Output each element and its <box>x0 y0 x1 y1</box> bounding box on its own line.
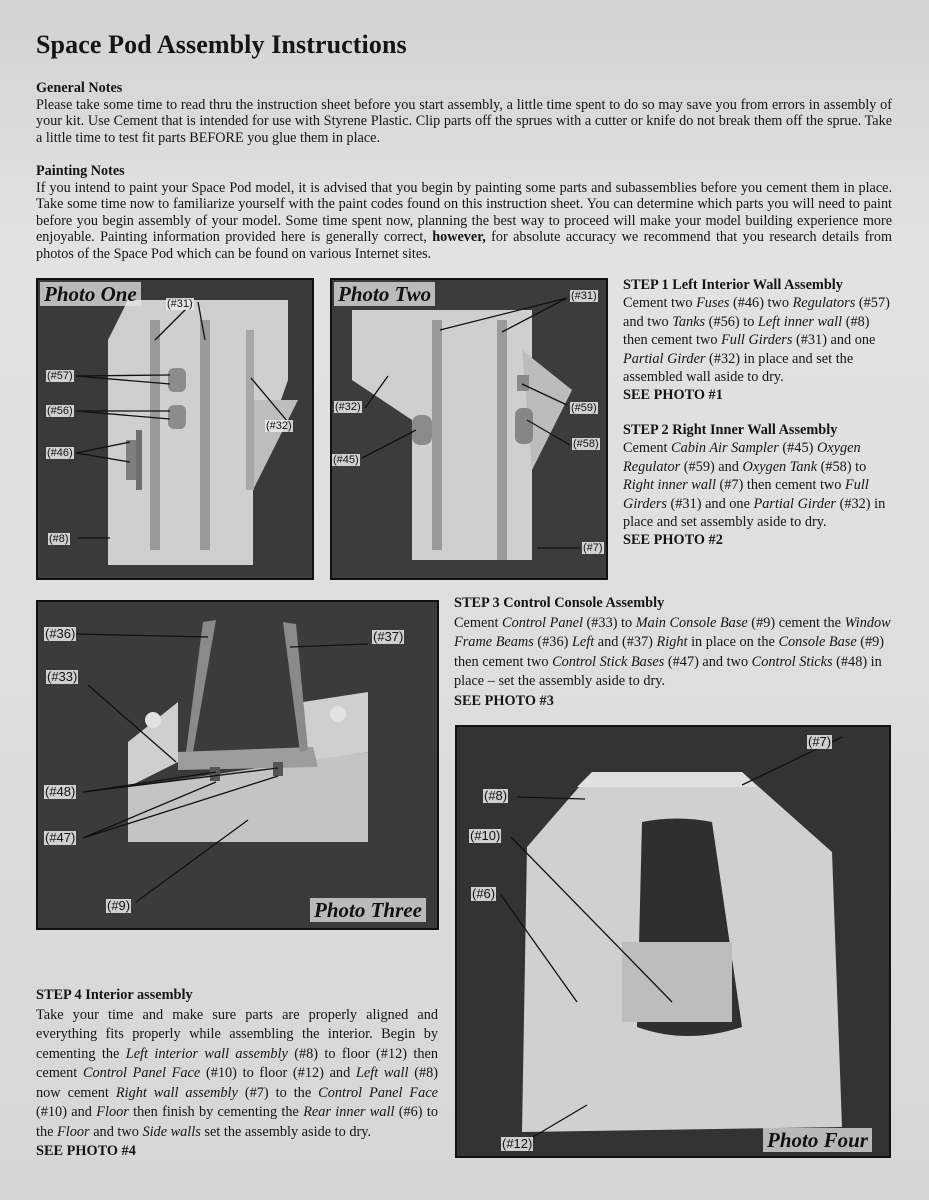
step-3-t6: in place on the <box>687 634 779 650</box>
step-1-t2: (#46) two <box>729 295 793 312</box>
painting-notes-heading: Painting Notes <box>36 163 125 179</box>
step-1-i4: Left inner wall <box>757 313 843 330</box>
step-1-i1: Fuses <box>696 295 730 312</box>
step-2-i5: Full Girders <box>623 477 869 512</box>
photo-three-title: Photo Three <box>310 898 426 922</box>
step-1-t5: (#8) then cement two <box>623 313 870 349</box>
photo-one-callout-56: (#56) <box>47 405 73 417</box>
photo-one-callout-32: (#32) <box>266 420 292 432</box>
step-1-see-photo: SEE PHOTO #1 <box>623 387 723 404</box>
photo-two-callout-7: (#7) <box>583 542 603 554</box>
step-4-i5: Control Panel Face <box>318 1084 439 1101</box>
general-notes-text: Please take some time to read thru the instruction sheet before you start assembly, a little time spent to do so may save you from errors in assembly of your kit. Use Cement that is intended for use with Styrene Plastic. Clip parts off the sprues with a cutter or knife do not break them off the sprue. Take a little time to test fit parts BEFORE you glue them in place. <box>36 96 892 146</box>
photo-four-image <box>457 727 889 1156</box>
step-2-see-photo: SEE PHOTO #2 <box>623 532 723 549</box>
photo-two-callout-31: (#31) <box>571 290 597 302</box>
step-4-t4: (#8) now cement <box>36 1065 439 1101</box>
step-4-t2: (#8) to floor (#12) then cement <box>36 1045 438 1081</box>
photo-three-callout-33: (#33) <box>47 669 78 684</box>
step-4-heading: STEP 4 Interior assembly <box>36 987 193 1003</box>
step-3-see-photo: SEE PHOTO #3 <box>454 692 554 709</box>
photo-one-callout-57: (#57) <box>47 370 73 382</box>
step-3-i6: Console Base <box>778 634 857 650</box>
painting-text-part2: for absolute accuracy we recommend that you research details from photos of the Space Pod which can be found on various Internet sites. <box>36 229 893 262</box>
step-3-t2: (#33) to <box>582 614 636 631</box>
step-4-t10: set the assembly aside to dry. <box>200 1123 372 1140</box>
step-4-i9: Side walls <box>142 1123 201 1140</box>
photo-two-callout-45: (#45) <box>333 454 359 466</box>
step-1-i6: Partial Girder <box>623 350 706 367</box>
step-4-t3: (#10) to floor (#12) and <box>200 1065 356 1081</box>
step-2-text <box>623 439 893 531</box>
step-2-i6: Partial Girder <box>753 495 836 512</box>
step-3 <box>454 594 892 711</box>
step-3-t7: (#9) then cement two <box>454 634 885 670</box>
photo-one-callout-46: (#46) <box>47 447 73 459</box>
step-2-t7: (#32) in place and set assembly aside to dry. <box>623 495 886 531</box>
step-2 <box>623 421 893 550</box>
photo-three-callout-48: (#48) <box>45 784 76 799</box>
step-3-i4: Left <box>571 634 595 650</box>
step-3-i3: Window Frame Beams <box>454 614 891 650</box>
painting-text-part1: If you intend to paint your Space Pod model, it is advised that you begin by painting some parts and subassemblies before you cement them in place. Take some time now to familiarize yourself with the paint codes found on this instruction sheet. You can determine which parts you will need to paint before you begin assembly of your model. Some time spent now, planning the best way to proceed will make your model building experience more enjoyable. Painting information provided here is generally correct, <box>36 179 892 246</box>
photo-one-title: Photo One <box>40 282 141 306</box>
step-3-t9: (#48) in place – set the assembly aside to dry. <box>454 653 882 689</box>
general-notes-section <box>36 80 892 146</box>
photo-three-callout-9: (#9) <box>107 898 131 913</box>
step-4-i6: Floor <box>96 1104 129 1120</box>
photo-three-image <box>38 602 437 928</box>
step-4-text <box>36 1006 438 1143</box>
step-2-t5: (#7) then cement two <box>715 477 845 494</box>
photo-four-callout-8: (#8) <box>484 788 508 803</box>
step-1-t3: (#57) and two <box>623 295 890 330</box>
photo-four-callout-10: (#10) <box>470 828 501 843</box>
step-2-i3: Oxygen Tank <box>742 458 818 475</box>
step-1 <box>623 276 893 405</box>
step-2-t1: Cement <box>623 440 672 457</box>
step-2-t3: (#59) and <box>680 458 743 475</box>
photo-four-callout-6: (#6) <box>472 886 496 901</box>
step-4 <box>36 986 438 1162</box>
step-2-i4: Right inner wall <box>623 477 716 494</box>
step-3-i8: Control Sticks <box>751 653 833 670</box>
photo-two-callout-59: (#59) <box>571 402 597 414</box>
photo-one <box>36 278 314 580</box>
step-3-heading: STEP 3 Control Console Assembly <box>454 595 665 611</box>
step-3-i2: Main Console Base <box>635 614 748 631</box>
step-2-t6: (#31) and one <box>666 495 754 512</box>
step-3-t3: (#9) cement the <box>747 614 845 631</box>
painting-notes-text <box>36 180 892 263</box>
step-4-i3: Left wall <box>355 1065 409 1081</box>
step-3-t5: and (#37) <box>594 634 657 650</box>
step-1-t4: (#56) to <box>705 313 758 330</box>
photo-two-title: Photo Two <box>334 282 435 306</box>
photo-two <box>330 278 608 580</box>
step-4-t8: (#6) to the <box>36 1104 439 1140</box>
step-1-i3: Tanks <box>672 313 706 330</box>
step-4-t6: (#10) and <box>36 1104 97 1120</box>
step-4-t5: (#7) to the <box>237 1084 319 1101</box>
photo-three <box>36 600 439 930</box>
step-4-t7: then finish by cementing the <box>128 1104 304 1120</box>
photo-one-callout-8: (#8) <box>49 533 69 545</box>
step-1-i5: Full Girders <box>721 332 793 349</box>
step-1-t1: Cement two <box>623 295 697 312</box>
step-1-t7: (#32) in place and set the assembled wall aside to dry. <box>623 350 854 386</box>
step-3-t4: (#36) <box>533 634 572 650</box>
step-4-i8: Floor <box>57 1123 90 1140</box>
step-1-text <box>623 294 893 386</box>
step-2-t2: (#45) <box>778 440 817 457</box>
photo-one-callout-31: (#31) <box>167 298 193 310</box>
general-notes-heading: General Notes <box>36 80 123 96</box>
step-4-t9: and two <box>89 1123 143 1140</box>
step-4-t1: Take your time and make sure parts are properly aligned and everything fits properly while assembling the interior. Begin by cementing the <box>36 1006 438 1062</box>
page-title: Space Pod Assembly Instructions <box>36 30 407 59</box>
photo-three-callout-36: (#36) <box>45 626 76 641</box>
step-2-t4: (#58) to <box>817 458 867 475</box>
photo-three-callout-37: (#37) <box>373 629 404 644</box>
step-4-i1: Left interior wall assembly <box>125 1045 288 1062</box>
step-3-t1: Cement <box>454 614 503 631</box>
painting-text-emphasis: however, <box>432 229 486 246</box>
photo-four-callout-12: (#12) <box>502 1136 533 1151</box>
step-1-t6: (#31) and one <box>792 332 876 349</box>
step-4-see-photo: SEE PHOTO #4 <box>36 1143 136 1159</box>
step-1-heading: STEP 1 Left Interior Wall Assembly <box>623 277 843 293</box>
photo-three-callout-47: (#47) <box>45 830 76 845</box>
step-3-i1: Control Panel <box>502 614 583 631</box>
step-1-i2: Regulators <box>792 295 856 312</box>
step-2-i2: Oxygen Regulator <box>623 440 861 475</box>
step-2-i1: Cabin Air Sampler <box>671 440 779 457</box>
photo-two-callout-58: (#58) <box>573 438 599 450</box>
photo-four-title: Photo Four <box>763 1128 872 1152</box>
photo-four <box>455 725 891 1158</box>
step-3-text <box>454 614 892 692</box>
photo-two-callout-32: (#32) <box>335 401 361 413</box>
step-3-t8: (#47) and two <box>664 653 752 670</box>
photo-four-callout-7: (#7) <box>808 734 832 749</box>
painting-notes-section <box>36 163 892 263</box>
step-4-i4: Right wall assembly <box>115 1084 238 1101</box>
step-4-i7: Rear inner wall <box>303 1104 395 1120</box>
step-2-heading: STEP 2 Right Inner Wall Assembly <box>623 422 838 438</box>
step-3-i7: Control Stick Bases <box>552 653 665 670</box>
step-4-i2: Control Panel Face <box>82 1065 201 1081</box>
step-3-i5: Right <box>656 634 688 650</box>
photo-two-image <box>332 280 606 578</box>
